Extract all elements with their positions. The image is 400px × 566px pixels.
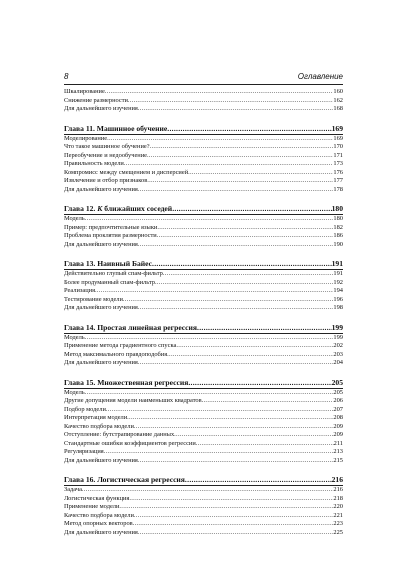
table-of-contents	[64, 88, 343, 537]
leader-dots	[138, 186, 334, 195]
entry-page: 208	[333, 414, 343, 421]
running-title: Оглавление	[297, 72, 343, 81]
leader-dots	[155, 279, 333, 288]
entry-page: 180	[333, 215, 343, 222]
toc-entry[interactable]	[64, 351, 343, 360]
chapter-heading[interactable]	[64, 475, 343, 486]
entry-title: Регуляризация	[64, 448, 104, 455]
leader-dots	[138, 105, 334, 114]
leader-dots	[123, 296, 334, 305]
entry-page: 211	[333, 439, 343, 447]
leader-dots	[138, 304, 334, 313]
leader-dots	[82, 486, 333, 495]
leader-dots	[188, 378, 331, 388]
entry-title: Подбор модели	[64, 405, 106, 413]
chapter-title-rest: ближайших соседей	[102, 204, 173, 213]
entry-title: Что такое машинное обучение?	[64, 143, 150, 150]
toc-entry[interactable]	[64, 414, 343, 423]
toc-entry[interactable]	[64, 448, 343, 457]
entry-title: Пример: предпочтительные языки	[64, 223, 158, 231]
entry-title: Правильность модели	[64, 160, 124, 167]
leader-dots	[138, 529, 334, 538]
entry-title: Для дальнейшего изучения	[64, 304, 138, 311]
entry-page: 215	[333, 456, 343, 464]
toc-entry[interactable]	[64, 397, 343, 406]
leader-dots	[124, 160, 334, 169]
toc-entry[interactable]	[64, 279, 343, 288]
entry-title: Для дальнейшего изучения	[64, 240, 138, 248]
entry-title: Проблема проклятия размерности	[64, 232, 157, 239]
toc-entry[interactable]	[64, 97, 343, 106]
leader-dots	[119, 503, 333, 512]
entry-page: 173	[333, 160, 343, 167]
toc-entry[interactable]	[64, 389, 343, 398]
entry-page: 178	[333, 185, 343, 193]
toc-entry[interactable]	[64, 177, 343, 186]
entry-title: Моделирование	[64, 134, 108, 142]
leader-dots	[152, 259, 332, 269]
chapter-heading[interactable]	[64, 259, 343, 270]
entry-title: Метод опорных векторов	[64, 520, 133, 527]
toc-entry[interactable]	[64, 241, 343, 250]
entry-title: Снижение размерности	[64, 96, 128, 104]
chapter-13	[64, 259, 343, 313]
leader-dots	[157, 232, 334, 241]
entry-page: 220	[333, 503, 343, 510]
leader-dots	[202, 397, 334, 406]
entry-page: 198	[333, 304, 343, 311]
entry-page: 203	[333, 350, 343, 358]
leader-dots	[95, 287, 333, 296]
chapter-page: 180	[331, 204, 343, 213]
entry-page: 191	[333, 270, 343, 277]
chapter-16	[64, 475, 343, 537]
entry-title: Применение метода градиентного спуска	[64, 342, 177, 349]
entry-title: Стандартные ошибки коэффициентов регрессии	[64, 439, 196, 447]
entry-page: 223	[333, 520, 343, 527]
entry-title: Модель	[64, 333, 85, 341]
top-entries	[64, 88, 343, 114]
chapter-title: Глава 13. Наивный Байес	[64, 259, 153, 268]
page-header	[64, 72, 343, 84]
entry-page: 176	[333, 168, 343, 176]
toc-entry[interactable]	[64, 232, 343, 241]
chapter-page: 169	[331, 123, 343, 133]
toc-entry[interactable]	[64, 520, 343, 529]
toc-entry[interactable]	[64, 529, 343, 538]
entry-title: Интерпретация модели	[64, 414, 128, 421]
entry-title: Задача	[64, 486, 82, 493]
chapter-page: 205	[331, 377, 343, 387]
toc-entry[interactable]	[64, 224, 343, 233]
entry-title: Для дальнейшего изучения	[64, 359, 138, 366]
leader-dots	[197, 323, 332, 333]
entry-page: 170	[333, 143, 343, 150]
entry-page: 221	[333, 511, 343, 519]
chapter-12	[64, 204, 343, 249]
chapter-title-prefix: Глава 12.	[64, 204, 96, 213]
entry-title: Более продуманный спам-фильтр	[64, 278, 155, 286]
entry-title: Качество подбора модели	[64, 511, 134, 519]
entry-title: Извлечение и отбор признаков	[64, 177, 148, 184]
toc-entry[interactable]	[64, 160, 343, 169]
toc-entry[interactable]	[64, 105, 343, 114]
chapter-heading[interactable]	[64, 124, 343, 135]
leader-dots	[174, 431, 333, 440]
toc-entry[interactable]	[64, 486, 343, 495]
entry-page: 182	[333, 223, 343, 231]
entry-title: Логистическая функция	[64, 494, 130, 502]
entry-page: 209	[333, 431, 343, 438]
chapter-title: Глава 11. Машинное обучение	[64, 123, 168, 133]
toc-entry[interactable]	[64, 334, 343, 343]
leader-dots	[85, 334, 334, 343]
toc-entry[interactable]	[64, 88, 343, 97]
chapter-title-italic: К	[97, 204, 103, 213]
entry-page: 190	[333, 240, 343, 248]
leader-dots	[138, 359, 334, 368]
leader-dots	[134, 423, 334, 432]
header-rule	[64, 84, 343, 85]
entry-page: 205	[333, 388, 343, 396]
entry-page: 218	[333, 494, 343, 502]
toc-entry[interactable]	[64, 423, 343, 432]
leader-dots	[167, 124, 331, 134]
toc-entry[interactable]	[64, 457, 343, 466]
entry-page: 225	[333, 528, 343, 536]
toc-entry[interactable]	[64, 503, 343, 512]
entry-title: Для дальнейшего изучения	[64, 456, 138, 464]
entry-title: Метод максимального правдоподобия	[64, 350, 168, 358]
chapter-heading[interactable]	[64, 323, 343, 334]
entry-page: 202	[333, 342, 343, 349]
entry-page: 207	[333, 405, 343, 413]
entry-title: Действительно глупый спам-фильтр	[64, 270, 163, 277]
toc-entry[interactable]	[64, 270, 343, 279]
entry-title: Реализация	[64, 287, 96, 294]
leader-dots	[138, 457, 334, 466]
entry-title: Другие допущения модели наименьших квадратов	[64, 397, 202, 404]
entry-page: 186	[333, 232, 343, 239]
leader-dots	[147, 177, 333, 186]
chapter-title	[64, 204, 172, 214]
leader-dots	[106, 406, 334, 415]
leader-dots	[138, 241, 334, 250]
entry-page: 162	[333, 96, 343, 104]
entry-title: Для дальнейшего изучения	[64, 528, 138, 536]
toc-entry[interactable]	[64, 215, 343, 224]
leader-dots	[128, 97, 333, 106]
leader-dots	[167, 351, 333, 360]
entry-page: 177	[333, 177, 343, 184]
chapter-15	[64, 378, 343, 466]
entry-title: Модель	[64, 388, 85, 396]
toc-entry[interactable]	[64, 406, 343, 415]
entry-title: Переобучение и недообучение	[64, 151, 147, 159]
entry-page: 194	[333, 287, 343, 294]
entry-title: Для дальнейшего изучения	[64, 105, 138, 112]
chapter-title: Глава 15. Множественная регрессия	[64, 377, 189, 387]
chapter-page: 199	[331, 322, 343, 332]
entry-page: 216	[333, 486, 343, 493]
entry-page: 168	[333, 105, 343, 112]
leader-dots	[105, 88, 334, 97]
chapter-heading[interactable]	[64, 378, 343, 389]
toc-entry[interactable]	[64, 135, 343, 144]
chapter-page: 191	[331, 259, 343, 268]
chapter-14	[64, 323, 343, 368]
toc-entry[interactable]	[64, 342, 343, 351]
leader-dots	[127, 414, 333, 423]
toc-entry[interactable]	[64, 359, 343, 368]
chapter-title: Глава 14. Простая линейная регрессия	[64, 322, 198, 332]
entry-page: 213	[333, 448, 343, 455]
chapter-11	[64, 124, 343, 195]
toc-entry[interactable]	[64, 152, 343, 161]
entry-page: 206	[333, 397, 343, 404]
entry-page: 204	[333, 359, 343, 366]
leader-dots	[157, 224, 333, 233]
leader-dots	[133, 520, 334, 529]
toc-entry[interactable]	[64, 431, 343, 440]
leader-dots	[188, 169, 333, 178]
leader-dots	[85, 215, 334, 224]
leader-dots	[163, 270, 334, 279]
page-number: 8	[64, 72, 69, 81]
chapter-heading[interactable]	[64, 204, 343, 215]
entry-page: 192	[333, 278, 343, 286]
entry-page: 196	[333, 295, 343, 303]
entry-title: Модель	[64, 215, 85, 222]
entry-title: Компромисс между смещением и дисперсией	[64, 168, 189, 176]
leader-dots	[129, 495, 333, 504]
leader-dots	[107, 135, 333, 144]
leader-dots	[172, 204, 331, 214]
toc-entry[interactable]	[64, 512, 343, 521]
entry-page: 160	[333, 88, 343, 95]
entry-page: 199	[333, 333, 343, 341]
chapter-page: 216	[331, 475, 343, 484]
leader-dots	[150, 143, 334, 152]
leader-dots	[196, 440, 334, 449]
toc-entry[interactable]	[64, 287, 343, 296]
leader-dots	[85, 389, 334, 398]
leader-dots	[134, 512, 334, 521]
toc-entry[interactable]	[64, 296, 343, 305]
entry-title: Для дальнейшего изучения	[64, 185, 138, 193]
toc-entry[interactable]	[64, 169, 343, 178]
chapter-title: Глава 16. Логистическая регрессия	[64, 475, 185, 484]
entry-title: Шкалирование	[64, 88, 105, 95]
leader-dots	[176, 342, 333, 351]
entry-title: Применение модели	[64, 503, 120, 510]
entry-page: 171	[333, 151, 343, 159]
entry-page: 169	[333, 134, 343, 142]
toc-entry[interactable]	[64, 143, 343, 152]
toc-entry[interactable]	[64, 440, 343, 449]
leader-dots	[104, 448, 334, 457]
toc-entry[interactable]	[64, 495, 343, 504]
toc-entry[interactable]	[64, 304, 343, 313]
entry-title: Тестирование модели	[64, 295, 123, 303]
entry-title: Качество подбора модели	[64, 422, 134, 430]
leader-dots	[147, 152, 333, 161]
toc-entry[interactable]	[64, 186, 343, 195]
entry-page: 209	[333, 422, 343, 430]
entry-title: Отступление: бутстрапирование данных	[64, 431, 175, 438]
leader-dots	[185, 475, 332, 485]
